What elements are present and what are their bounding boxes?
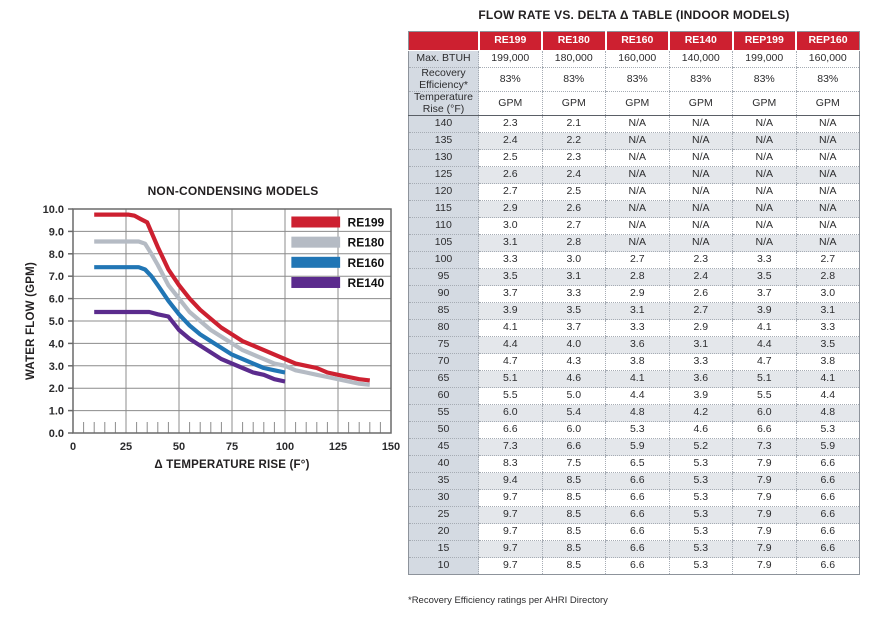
flow-chart-svg [20,201,408,477]
rise-label: 130 [409,150,479,167]
table-cell: 5.3 [606,422,670,439]
table-cell: 2.8 [796,269,860,286]
table-cell: 8.5 [542,473,606,490]
table-row [409,490,860,507]
axis-labels [25,204,400,471]
table-cell: 3.9 [733,303,797,320]
table-cell: 6.6 [606,507,670,524]
table-cell: 4.2 [669,405,733,422]
table-cell: GPM [542,92,606,116]
info-row-label: Recovery Efficiency* [409,68,479,92]
table-cell: 140,000 [669,51,733,68]
table-cell: 6.0 [733,405,797,422]
table-cell: 2.6 [542,201,606,218]
table-cell: 3.1 [479,235,543,252]
table-cell: 2.3 [479,116,543,133]
rise-label: 55 [409,405,479,422]
legend-swatch-re180 [291,237,340,248]
table-cell: 2.4 [542,167,606,184]
table-cell: 5.3 [669,524,733,541]
table-cell: 5.3 [669,473,733,490]
table-row [409,252,860,269]
rise-label: 25 [409,507,479,524]
svg-text:75: 75 [225,441,239,453]
table-cell: GPM [733,92,797,116]
table-row [409,558,860,575]
table-cell: 6.6 [796,490,860,507]
table-cell: 9.7 [479,558,543,575]
rise-label: 110 [409,218,479,235]
svg-text:8.0: 8.0 [48,248,64,261]
table-row [409,541,860,558]
rise-label: 85 [409,303,479,320]
table-cell: 7.5 [542,456,606,473]
table-cell: 6.6 [606,524,670,541]
table-cell: 3.5 [479,269,543,286]
table-cell: 6.6 [606,473,670,490]
table-cell: 6.6 [606,541,670,558]
table-cell: N/A [606,201,670,218]
table-footnote: *Recovery Efficiency ratings per AHRI Directory [408,595,608,606]
table-cell: GPM [669,92,733,116]
rise-label: 40 [409,456,479,473]
table-cell: 7.9 [733,456,797,473]
y-axis-title: WATER FLOW (GPM) [25,262,37,380]
table-cell: 3.8 [796,354,860,371]
table-row [409,150,860,167]
table-cell: N/A [796,184,860,201]
table-row [409,218,860,235]
table-cell: 4.4 [796,388,860,405]
table-cell: 6.5 [606,456,670,473]
table-cell: 2.6 [669,286,733,303]
table-cell: N/A [796,133,860,150]
table-cell: 4.8 [796,405,860,422]
table-cell: N/A [606,116,670,133]
table-row [409,473,860,490]
svg-text:125: 125 [328,441,348,453]
table-cell: 199,000 [733,51,797,68]
table-cell: 4.7 [733,354,797,371]
rise-label: 105 [409,235,479,252]
table-cell: 5.9 [606,439,670,456]
table-cell: 8.5 [542,507,606,524]
model-header-rep160: REP160 [796,32,860,51]
legend-label-re180: RE180 [347,235,385,250]
svg-text:9.0: 9.0 [48,226,64,239]
table-cell: 5.3 [796,422,860,439]
table-cell: 3.9 [669,388,733,405]
table-cell: N/A [606,235,670,252]
table-cell: 3.3 [542,286,606,303]
table-cell: 3.3 [479,252,543,269]
table-cell: 3.9 [479,303,543,320]
table-cell: N/A [606,133,670,150]
svg-text:50: 50 [172,441,186,453]
table-cell: 4.1 [733,320,797,337]
table-row [409,371,860,388]
table-row [409,235,860,252]
rise-label: 135 [409,133,479,150]
svg-text:100: 100 [275,441,295,453]
table-cell: 5.5 [733,388,797,405]
table-cell: 6.6 [796,524,860,541]
table-cell: 6.0 [542,422,606,439]
table-cell: 4.0 [542,337,606,354]
table-cell: 9.4 [479,473,543,490]
table-cell: 2.2 [542,133,606,150]
table-row [409,116,860,133]
flow-rate-table-section [408,8,860,606]
table-cell: 4.8 [606,405,670,422]
table-row [409,286,860,303]
table-cell: 2.5 [479,150,543,167]
rise-label: 65 [409,371,479,388]
table-cell: 3.5 [542,303,606,320]
table-cell: 9.7 [479,490,543,507]
table-cell: 3.1 [606,303,670,320]
table-cell: 8.5 [542,524,606,541]
rise-label: 35 [409,473,479,490]
table-corner-cell [409,32,479,51]
table-cell: GPM [479,92,543,116]
table-cell: N/A [606,167,670,184]
table-row [409,456,860,473]
table-cell: 83% [542,68,606,92]
table-cell: N/A [669,167,733,184]
info-row-label: Temperature Rise (°F) [409,92,479,116]
table-row [409,184,860,201]
table-cell: N/A [733,133,797,150]
table-row [409,303,860,320]
table-cell: 6.6 [606,558,670,575]
table-cell: 4.7 [479,354,543,371]
rise-label: 75 [409,337,479,354]
table-cell: 2.7 [669,303,733,320]
table-cell: 2.3 [542,150,606,167]
table-row [409,439,860,456]
table-cell: 160,000 [796,51,860,68]
table-cell: 7.3 [733,439,797,456]
svg-text:6.0: 6.0 [48,293,64,306]
table-cell: 5.3 [669,456,733,473]
svg-text:150: 150 [381,441,401,453]
table-cell: 5.1 [733,371,797,388]
table-row [409,92,860,116]
table-cell: 4.1 [606,371,670,388]
table-cell: N/A [733,184,797,201]
table-cell: N/A [669,116,733,133]
svg-text:7.0: 7.0 [48,271,64,284]
table-cell: 4.4 [733,337,797,354]
table-cell: 5.2 [669,439,733,456]
model-header-rep199: REP199 [733,32,797,51]
table-cell: N/A [669,133,733,150]
table-row [409,51,860,68]
table-cell: 5.3 [669,507,733,524]
chart-title: NON-CONDENSING MODELS [147,184,319,198]
table-cell: 4.3 [542,354,606,371]
table-cell: N/A [796,116,860,133]
table-cell: 7.9 [733,524,797,541]
rise-label: 80 [409,320,479,337]
table-cell: 2.7 [606,252,670,269]
rise-label: 30 [409,490,479,507]
table-row [409,507,860,524]
table-cell: 2.9 [606,286,670,303]
x-axis-title: Δ TEMPERATURE RISE (F°) [154,459,310,471]
table-row [409,201,860,218]
table-cell: 5.9 [796,439,860,456]
svg-text:0.0: 0.0 [48,428,64,440]
table-cell: 5.3 [669,541,733,558]
legend-swatch-re199 [291,216,340,227]
table-cell: 3.3 [796,320,860,337]
model-header-re160: RE160 [606,32,670,51]
table-cell: N/A [733,201,797,218]
table-cell: 7.9 [733,558,797,575]
flow-chart-section [20,184,408,477]
table-cell: N/A [606,150,670,167]
rise-label: 95 [409,269,479,286]
table-cell: 2.6 [479,167,543,184]
rise-label: 15 [409,541,479,558]
table-cell: N/A [796,201,860,218]
table-cell: N/A [733,150,797,167]
table-row [409,354,860,371]
table-cell: 2.4 [669,269,733,286]
rise-label: 50 [409,422,479,439]
table-cell: 8.5 [542,558,606,575]
table-cell: 2.9 [669,320,733,337]
table-cell: 3.5 [733,269,797,286]
table-cell: 4.4 [606,388,670,405]
table-cell: 8.3 [479,456,543,473]
table-cell: 2.9 [479,201,543,218]
table-cell: N/A [796,235,860,252]
table-cell: GPM [606,92,670,116]
table-cell: N/A [733,218,797,235]
table-cell: 7.3 [479,439,543,456]
table-cell: 6.6 [796,558,860,575]
svg-text:1.0: 1.0 [48,405,64,418]
table-cell: 6.0 [479,405,543,422]
table-cell: 3.3 [606,320,670,337]
legend-label-re199: RE199 [347,215,385,230]
table-cell: 7.9 [733,541,797,558]
svg-text:2.0: 2.0 [48,383,64,396]
table-row [409,68,860,92]
table-cell: 2.7 [542,218,606,235]
model-header-re180: RE180 [542,32,606,51]
table-cell: N/A [733,116,797,133]
table-cell: 3.0 [796,286,860,303]
table-cell: 7.9 [733,490,797,507]
svg-text:3.0: 3.0 [48,360,64,373]
table-cell: 9.7 [479,541,543,558]
table-cell: 3.1 [542,269,606,286]
table-cell: 5.1 [479,371,543,388]
table-cell: 6.6 [796,541,860,558]
table-cell: 3.0 [479,218,543,235]
rise-label: 115 [409,201,479,218]
table-row [409,133,860,150]
table-cell: 160,000 [606,51,670,68]
model-header-re199: RE199 [479,32,543,51]
table-row [409,405,860,422]
rise-label: 90 [409,286,479,303]
table-cell: 9.7 [479,507,543,524]
svg-text:10.0: 10.0 [42,204,64,216]
svg-text:25: 25 [119,441,133,453]
table-row [409,524,860,541]
table-cell: 6.6 [733,422,797,439]
table-cell: 4.6 [542,371,606,388]
svg-text:0: 0 [69,441,77,453]
model-header-re140: RE140 [669,32,733,51]
table-cell: 3.3 [669,354,733,371]
table-cell: 2.7 [796,252,860,269]
table-row [409,167,860,184]
rise-label: 125 [409,167,479,184]
legend-label-re140: RE140 [347,275,385,290]
table-row [409,388,860,405]
table-row [409,337,860,354]
table-cell: 2.8 [542,235,606,252]
table-cell: N/A [733,235,797,252]
rise-label: 10 [409,558,479,575]
table-cell: 5.0 [542,388,606,405]
table-header [409,32,860,51]
table-cell: 8.5 [542,490,606,507]
table-cell: 2.8 [606,269,670,286]
legend-swatch-re160 [291,257,340,268]
table-cell: 180,000 [542,51,606,68]
table-cell: 9.7 [479,524,543,541]
table-cell: N/A [669,201,733,218]
rise-label: 20 [409,524,479,541]
table-cell: 2.4 [479,133,543,150]
table-cell: 6.6 [796,473,860,490]
table-cell: 3.7 [733,286,797,303]
table-cell: 3.7 [542,320,606,337]
table-cell: 5.5 [479,388,543,405]
table-cell: 7.9 [733,507,797,524]
rise-label: 100 [409,252,479,269]
table-cell: 8.5 [542,541,606,558]
table-cell: 5.4 [542,405,606,422]
table-cell: N/A [606,218,670,235]
table-row [409,422,860,439]
legend-label-re160: RE160 [347,255,385,270]
info-row-label: Max. BTUH [409,51,479,68]
table-row [409,320,860,337]
table-cell: GPM [796,92,860,116]
table-cell: 6.6 [542,439,606,456]
table-cell: 2.1 [542,116,606,133]
table-cell: 3.0 [542,252,606,269]
legend-swatch-re140 [291,277,340,288]
table-cell: 83% [733,68,797,92]
table-cell: 5.3 [669,558,733,575]
table-cell: 2.3 [669,252,733,269]
table-cell: 3.1 [796,303,860,320]
table-cell: N/A [796,150,860,167]
table-cell: 2.7 [479,184,543,201]
table-cell: 6.6 [479,422,543,439]
table-cell: 199,000 [479,51,543,68]
table-cell: 3.7 [479,286,543,303]
flow-rate-table [408,31,860,575]
rise-label: 140 [409,116,479,133]
svg-text:5.0: 5.0 [48,316,64,328]
rise-label: 120 [409,184,479,201]
table-cell: 3.8 [606,354,670,371]
rise-label: 45 [409,439,479,456]
rise-label: 70 [409,354,479,371]
table-cell: 3.1 [669,337,733,354]
table-title: FLOW RATE VS. DELTA Δ TABLE (INDOOR MODELS) [478,8,790,22]
table-cell: 3.6 [669,371,733,388]
table-row [409,269,860,286]
table-cell: 6.6 [796,507,860,524]
table-cell: N/A [796,218,860,235]
table-cell: N/A [669,218,733,235]
table-cell: 4.1 [479,320,543,337]
table-cell: N/A [796,167,860,184]
table-cell: 3.5 [796,337,860,354]
table-cell: 7.9 [733,473,797,490]
table-cell: 4.6 [669,422,733,439]
table-cell: 83% [606,68,670,92]
table-cell: 4.4 [479,337,543,354]
table-cell: 6.6 [796,456,860,473]
table-cell: N/A [669,235,733,252]
table-cell: N/A [669,150,733,167]
table-cell: 2.5 [542,184,606,201]
table-cell: N/A [606,184,670,201]
table-cell: 6.6 [606,490,670,507]
table-cell: N/A [733,167,797,184]
svg-text:4.0: 4.0 [48,338,64,351]
table-cell: 3.6 [606,337,670,354]
rise-label: 60 [409,388,479,405]
table-cell: 83% [796,68,860,92]
table-cell: 3.3 [733,252,797,269]
table-cell: 5.3 [669,490,733,507]
table-cell: 4.1 [796,371,860,388]
table-cell: 83% [479,68,543,92]
table-cell: 83% [669,68,733,92]
table-cell: N/A [669,184,733,201]
